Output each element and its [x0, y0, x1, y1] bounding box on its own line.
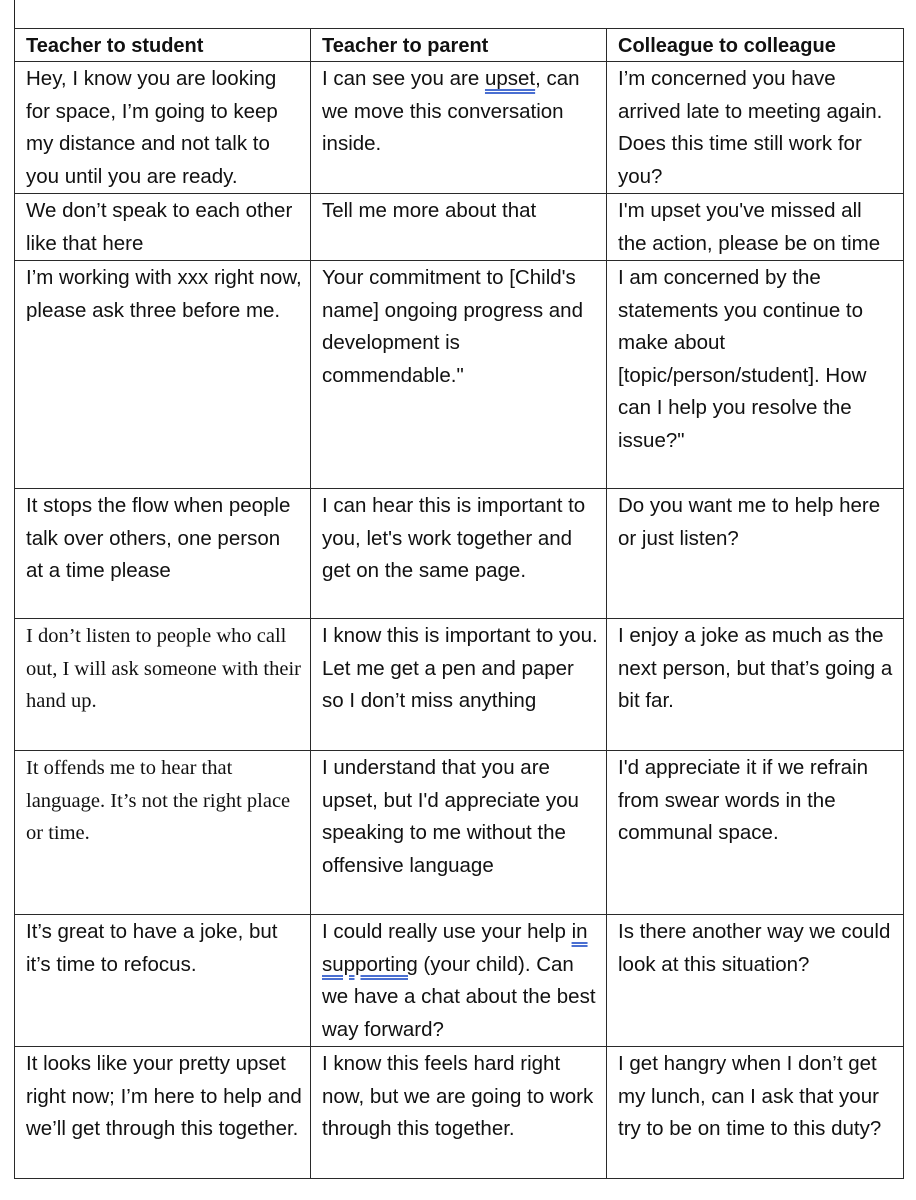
phrases-table	[14, 28, 904, 1179]
spellcheck-underlined-text[interactable]: in supporting	[322, 920, 588, 976]
table-row	[15, 62, 904, 194]
cell-teacher-to-parent: Tell me more about that	[311, 194, 607, 261]
header-colleague-to-colleague: Colleague to colleague	[607, 29, 904, 62]
cell-teacher-to-student: Hey, I know you are looking for space, I’m going to keep my distance and not talk to you until you are ready.	[15, 62, 311, 194]
cell-teacher-to-student: It offends me to hear that language. It’s not the right place or time.	[15, 751, 311, 915]
table-row	[15, 1047, 904, 1179]
cell-colleague-to-colleague: I’m concerned you have arrived late to meeting again. Does this time still work for you?	[607, 62, 904, 194]
cell-teacher-to-parent: Your commitment to [Child's name] ongoing progress and development is commendable."	[311, 261, 607, 489]
cell-colleague-to-colleague: Do you want me to help here or just listen?	[607, 489, 904, 619]
cell-teacher-to-student: It looks like your pretty upset right now; I’m here to help and we’ll get through this together.	[15, 1047, 311, 1179]
cell-teacher-to-parent: I know this is important to you. Let me get a pen and paper so I don’t miss anything	[311, 619, 607, 751]
cell-teacher-to-parent: I can hear this is important to you, let's work together and get on the same page.	[311, 489, 607, 619]
cell-text: , can we move this conversation inside.	[322, 67, 580, 155]
table-row	[15, 489, 904, 619]
cell-teacher-to-parent	[311, 62, 607, 194]
header-teacher-to-parent: Teacher to parent	[311, 29, 607, 62]
cell-teacher-to-parent: I understand that you are upset, but I'd appreciate you speaking to me without the offensive language	[311, 751, 607, 915]
cell-text: (your child). Can we have a chat about the best way forward?	[322, 952, 596, 1041]
cell-colleague-to-colleague: I enjoy a joke as much as the next person, but that’s going a bit far.	[607, 619, 904, 751]
table-row	[15, 915, 904, 1047]
spellcheck-underlined-text[interactable]: upset	[484, 67, 536, 90]
cell-teacher-to-parent	[311, 915, 607, 1047]
table-row	[15, 751, 904, 915]
page-margin-mark	[14, 0, 15, 28]
cell-teacher-to-parent: I know this feels hard right now, but we are going to work through this together.	[311, 1047, 607, 1179]
cell-teacher-to-student: I’m working with xxx right now, please ask three before me.	[15, 261, 311, 489]
cell-text: I can see you are	[322, 67, 485, 90]
cell-teacher-to-student: It’s great to have a joke, but it’s time to refocus.	[15, 915, 311, 1047]
cell-teacher-to-student: It stops the flow when people talk over others, one person at a time please	[15, 489, 311, 619]
header-teacher-to-student: Teacher to student	[15, 29, 311, 62]
cell-colleague-to-colleague: I'm upset you've missed all the action, please be on time	[607, 194, 904, 261]
cell-colleague-to-colleague: Is there another way we could look at this situation?	[607, 915, 904, 1047]
header-row	[15, 29, 904, 62]
cell-teacher-to-student: I don’t listen to people who call out, I will ask someone with their hand up.	[15, 619, 311, 751]
cell-text: I could really use your help	[322, 920, 572, 943]
cell-teacher-to-student: We don’t speak to each other like that here	[15, 194, 311, 261]
table-row	[15, 194, 904, 261]
table-row	[15, 619, 904, 751]
cell-colleague-to-colleague: I am concerned by the statements you continue to make about [topic/person/student]. How can I help you resolve the issue?"	[607, 261, 904, 489]
cell-colleague-to-colleague: I'd appreciate it if we refrain from swear words in the communal space.	[607, 751, 904, 915]
table-row	[15, 261, 904, 489]
cell-colleague-to-colleague: I get hangry when I don’t get my lunch, can I ask that your try to be on time to this duty?	[607, 1047, 904, 1179]
